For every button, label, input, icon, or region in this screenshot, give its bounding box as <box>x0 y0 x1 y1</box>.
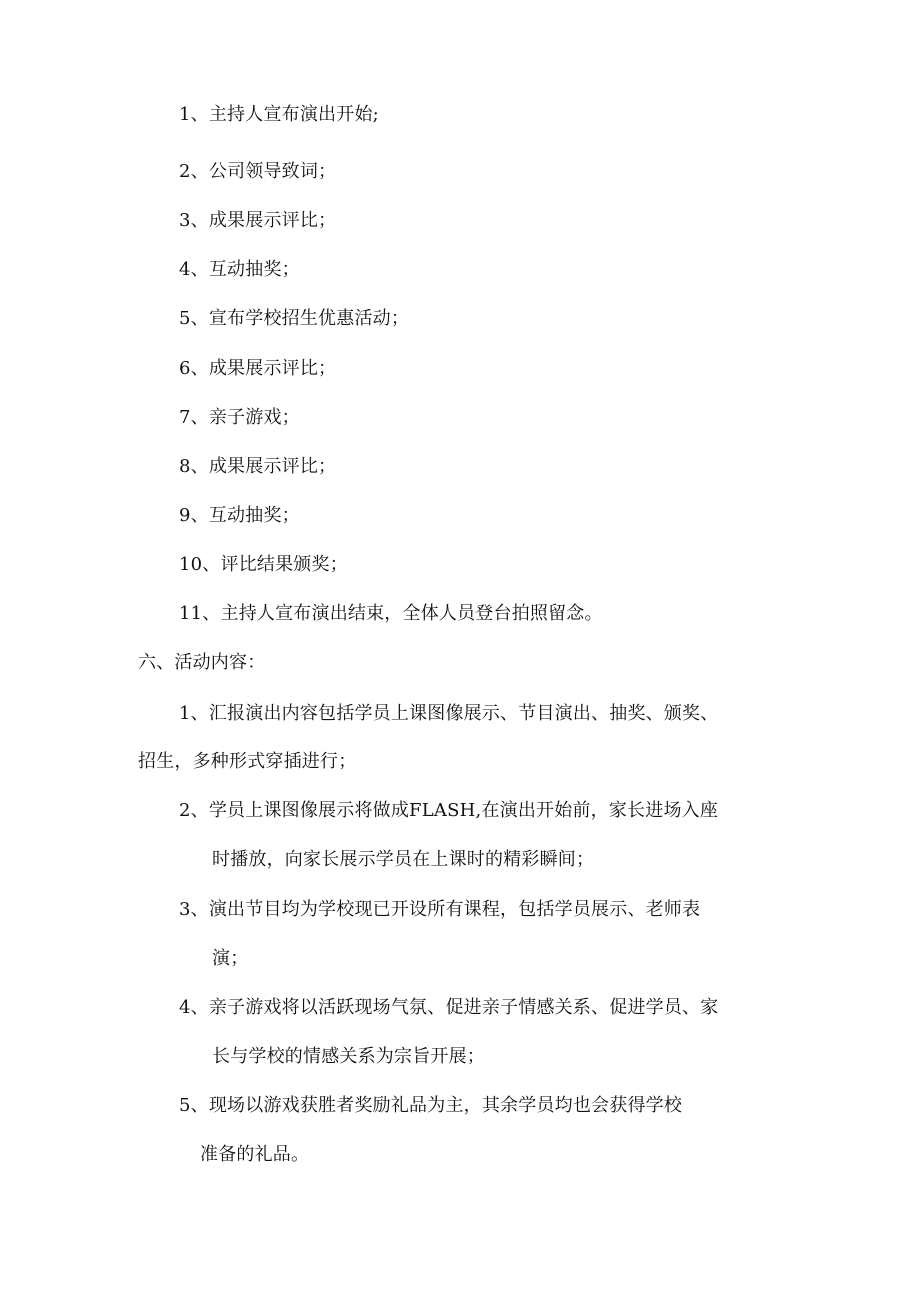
section-heading: 六、活动内容： <box>138 652 266 673</box>
content-item-3-line2: 演； <box>212 948 249 969</box>
program-item-4: 4、互动抽奖； <box>179 259 300 280</box>
program-item-5: 5、宣布学校招生优惠活动； <box>179 308 410 329</box>
content-item-3-line1: 3、演出节目均为学校现已开设所有课程，包括学员展示、老师表 <box>179 899 701 920</box>
program-item-3: 3、成果展示评比； <box>179 210 337 231</box>
program-item-8: 8、成果展示评比； <box>179 456 337 477</box>
program-item-10: 10、评比结果颁奖； <box>179 554 348 575</box>
content-item-1-line2: 招生，多种形式穿插进行； <box>138 751 357 772</box>
content-item-4-line2: 长与学校的情感关系为宗旨开展； <box>212 1046 485 1067</box>
program-item-7: 7、亲子游戏； <box>179 407 300 428</box>
content-item-5-line2: 准备的礼品。 <box>200 1144 310 1165</box>
content-item-4-line1: 4、亲子游戏将以活跃现场气氛、促进亲子情感关系、促进学员、家 <box>179 997 719 1018</box>
content-item-1-line1: 1、汇报演出内容包括学员上课图像展示、节目演出、抽奖、颁奖、 <box>179 703 719 724</box>
content-item-2-line1: 2、学员上课图像展示将做成FLASH,在演出开始前，家长进场入座 <box>179 800 719 821</box>
content-item-5-line1: 5、现场以游戏获胜者奖励礼品为主，其余学员均也会获得学校 <box>179 1095 683 1116</box>
program-item-9: 9、互动抽奖； <box>179 505 300 526</box>
program-item-6: 6、成果展示评比； <box>179 358 337 379</box>
program-item-2: 2、公司领导致词； <box>179 161 337 182</box>
content-item-2-line2: 时播放，向家长展示学员在上课时的精彩瞬间； <box>212 849 595 870</box>
program-item-1: 1、主持人宣布演出开始; <box>179 104 379 125</box>
program-item-11: 11、主持人宣布演出结束，全体人员登台拍照留念。 <box>179 603 603 624</box>
